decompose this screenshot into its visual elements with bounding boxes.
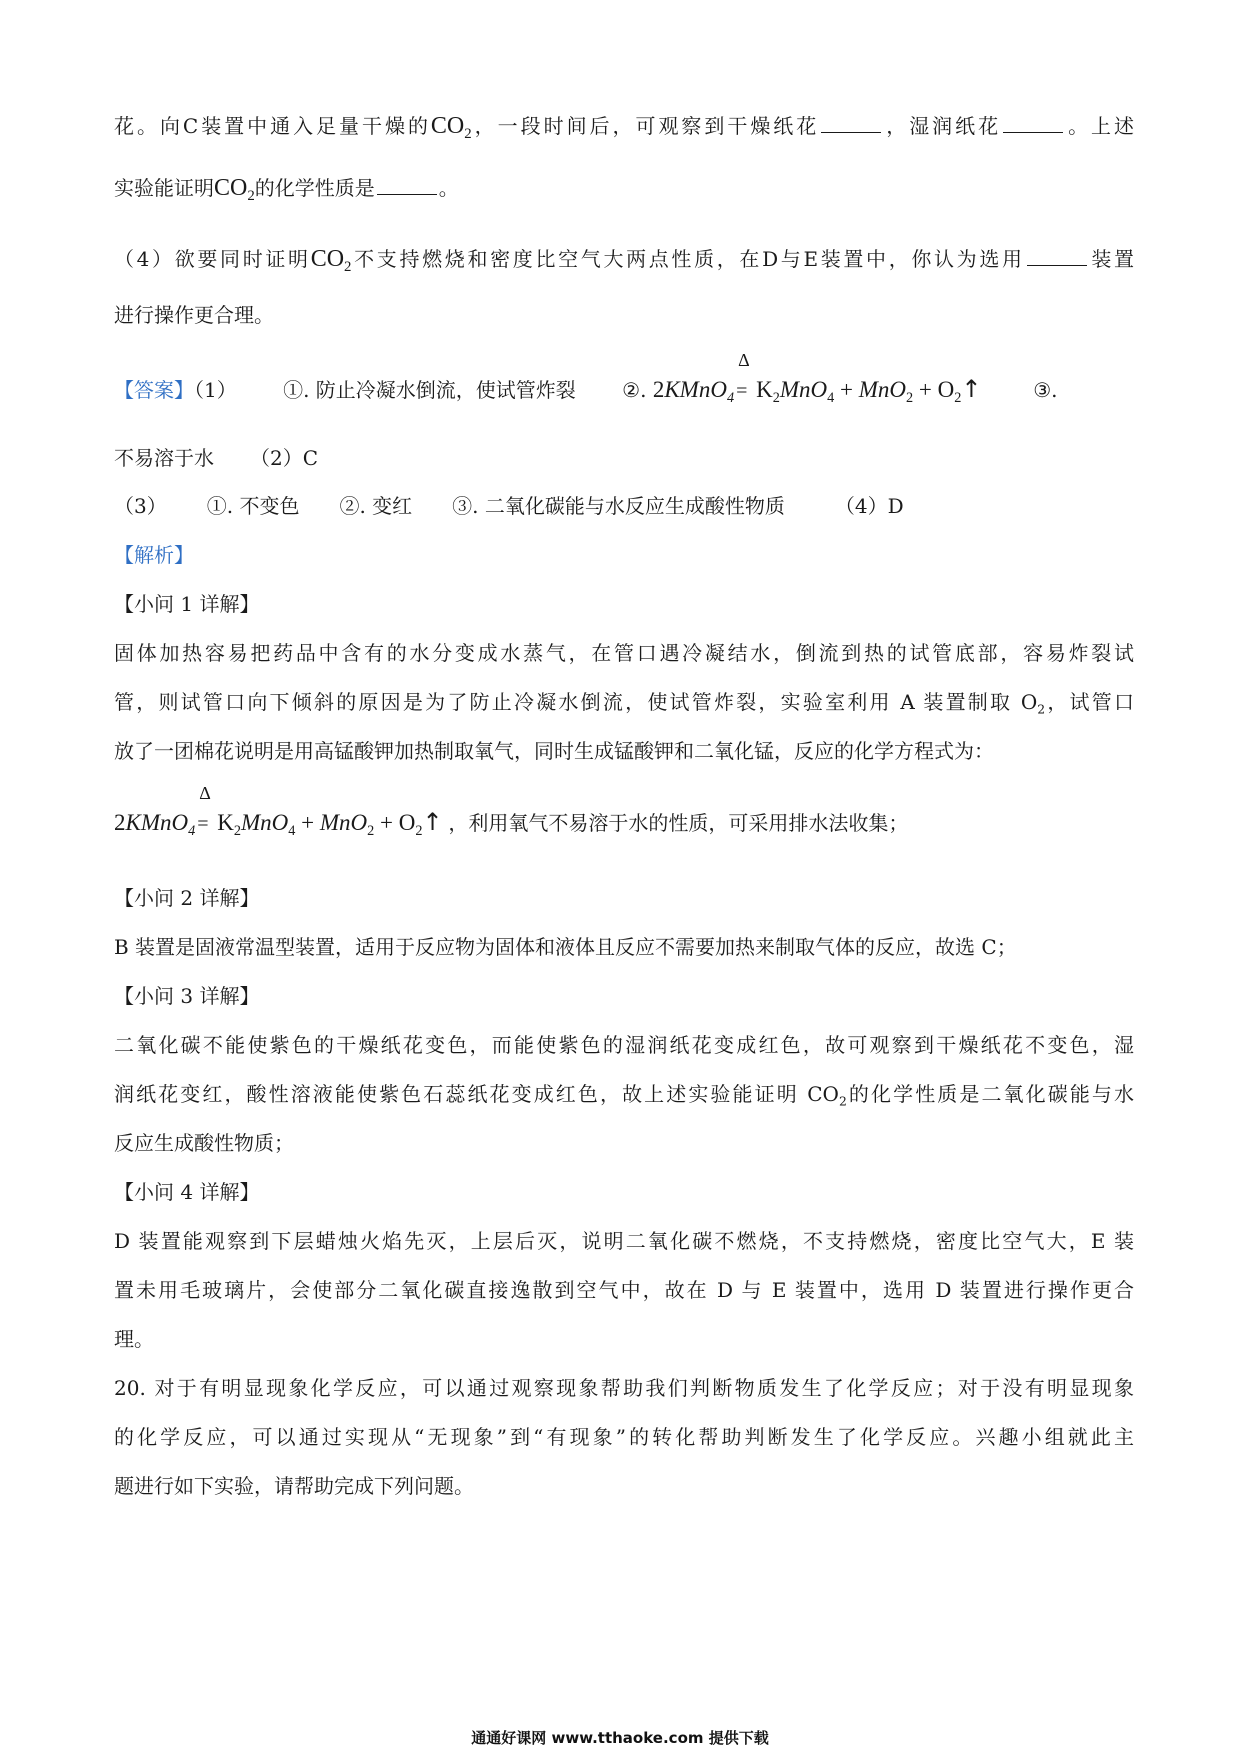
section-heading-4: 【小问 4 详解】: [114, 1180, 260, 1204]
reaction-equation: 2KMnO$_4$ Δ = $K_2MnO_4 + MnO_2$ + $O_2↑$: [652, 350, 982, 406]
q20-line-1: 20. 对于有明显现象化学反应，可以通过观察现象帮助我们判断物质发生了化学反应；对于没有明显现象: [114, 1376, 1134, 1400]
reaction-equation: 2KMnO$_4$ Δ = $K_2MnO_4 + MnO_2$ + $O_2↑$: [114, 783, 443, 839]
analysis-1-line-3: 放了一团棉花说明是用高锰酸钾加热制取氧气，同时生成锰酸钾和二氧化锰，反应的化学方程式为：: [114, 739, 994, 763]
q3-line-2: [114, 174, 1134, 203]
answer-line-3: [114, 494, 1134, 518]
heat-symbol: Δ =: [736, 350, 750, 402]
co2-formula: $CO_2$: [430, 113, 472, 143]
q20-line-3: 题进行如下实验，请帮助完成下列问题。: [114, 1474, 474, 1498]
answer-1-3-text: 不易溶于水: [114, 446, 214, 470]
answer-line-1: [114, 350, 1134, 406]
analysis-3-line-2: 润纸花变红，酸性溶液能使紫色石蕊纸花变成红色，故上述实验能证明 $CO_2$的化学性质是二氧化碳能与水: [114, 1082, 1134, 1109]
answer-blank[interactable]: [821, 114, 881, 133]
co2-formula: $CO_2$: [310, 246, 352, 276]
answer-1-2: ②.: [622, 378, 647, 402]
answer-3-2: ②. 变红: [339, 494, 413, 518]
up-arrow-icon: ↑: [422, 808, 443, 836]
analysis-2-line-1: B 装置是固液常温型装置，适用于反应物为固体和液体且反应不需要加热来制取气体的反应，故选 C；: [114, 935, 1017, 959]
analysis-1-line-1: 固体加热容易把药品中含有的水分变成水蒸气，在管口遇冷凝结水，倒流到热的试管底部，容易炸裂试: [114, 641, 1134, 665]
heat-symbol: Δ =: [197, 783, 211, 835]
analysis-1-text-d: ，利用氧气不易溶于水的性质，可采用排水法收集；: [448, 811, 909, 835]
analysis-3-line-3: 反应生成酸性物质；: [114, 1131, 294, 1155]
answer-label: 【答案】: [114, 378, 194, 402]
answer-part-4: （4）D: [834, 494, 904, 518]
answer-3-1: ①. 不变色: [206, 494, 300, 518]
analysis-3-line-1: 二氧化碳不能使紫色的干燥纸花变色，而能使紫色的湿润纸花变成红色，故可观察到干燥纸花不变色，湿: [114, 1033, 1134, 1057]
answer-blank[interactable]: [377, 176, 437, 195]
analysis-label: 【解析】: [114, 543, 194, 567]
q3-text-1d: 。上述: [1065, 114, 1135, 138]
q3-text-1a: 花。向C装置中通入足量干燥的: [114, 114, 431, 138]
answer-3-3: ③. 二氧化碳能与水反应生成酸性物质: [452, 494, 785, 518]
analysis-1-line-4: [114, 783, 1134, 839]
section-heading-3: 【小问 3 详解】: [114, 984, 260, 1008]
answer-1-1: ①. 防止冷凝水倒流，使试管炸裂: [283, 378, 576, 402]
answer-blank[interactable]: [1027, 247, 1087, 266]
page-footer: 通通好课网 www.tthaoke.com 提供下载: [471, 1729, 769, 1747]
q4-line-1: [114, 245, 1134, 274]
answer-part-3: （3）: [114, 494, 167, 518]
analysis-4-line-2: 置未用毛玻璃片，会使部分二氧化碳直接逸散到空气中，故在 D 与 E 装置中，选用 D 装置进行操作更合: [114, 1278, 1134, 1302]
answer-1-3: ③.: [1033, 378, 1058, 402]
analysis-4-line-3: 理。: [114, 1327, 154, 1351]
q4-text-1a: （4）欲要同时证明: [114, 247, 311, 271]
analysis-4-line-1: D 装置能观察到下层蜡烛火焰先灭，上层后灭，说明二氧化碳不燃烧，不支持燃烧，密度比空气大，E 装: [114, 1229, 1134, 1253]
q3-text-1b: ，一段时间后，可观察到干燥纸花: [471, 114, 820, 138]
answer-part-2: （2）C: [250, 446, 319, 470]
q3-text-1c: ，湿润纸花: [883, 114, 1002, 138]
section-heading-1: 【小问 1 详解】: [114, 592, 260, 616]
q3-line-1: [114, 112, 1134, 141]
up-arrow-icon: ↑: [961, 375, 982, 403]
q3-text-2a: 实验能证明: [114, 176, 214, 200]
section-heading-2: 【小问 2 详解】: [114, 886, 260, 910]
analysis-1-line-2: 管，则试管口向下倾斜的原因是为了防止冷凝水倒流，使试管炸裂，实验室利用 A 装置制取 $O_2$，试管口: [114, 690, 1134, 717]
co2-formula: $CO_2$: [214, 175, 255, 205]
answer-blank[interactable]: [1003, 114, 1063, 133]
q3-text-2b: 的化学性质是: [254, 176, 375, 200]
q4-line-2: 进行操作更合理。: [114, 303, 274, 327]
q3-text-2c: 。: [438, 176, 459, 200]
answer-line-2: [114, 446, 1134, 470]
answer-part-1: （1）: [194, 378, 237, 402]
q4-text-1c: 装置: [1088, 247, 1134, 271]
q4-text-1b: 不支持燃烧和密度比空气大两点性质，在D与E装置中，你认为选用: [351, 247, 1025, 271]
q20-line-2: 的化学反应，可以通过实现从“无现象”到“有现象”的转化帮助判断发生了化学反应。兴趣小组就此主: [114, 1425, 1134, 1449]
